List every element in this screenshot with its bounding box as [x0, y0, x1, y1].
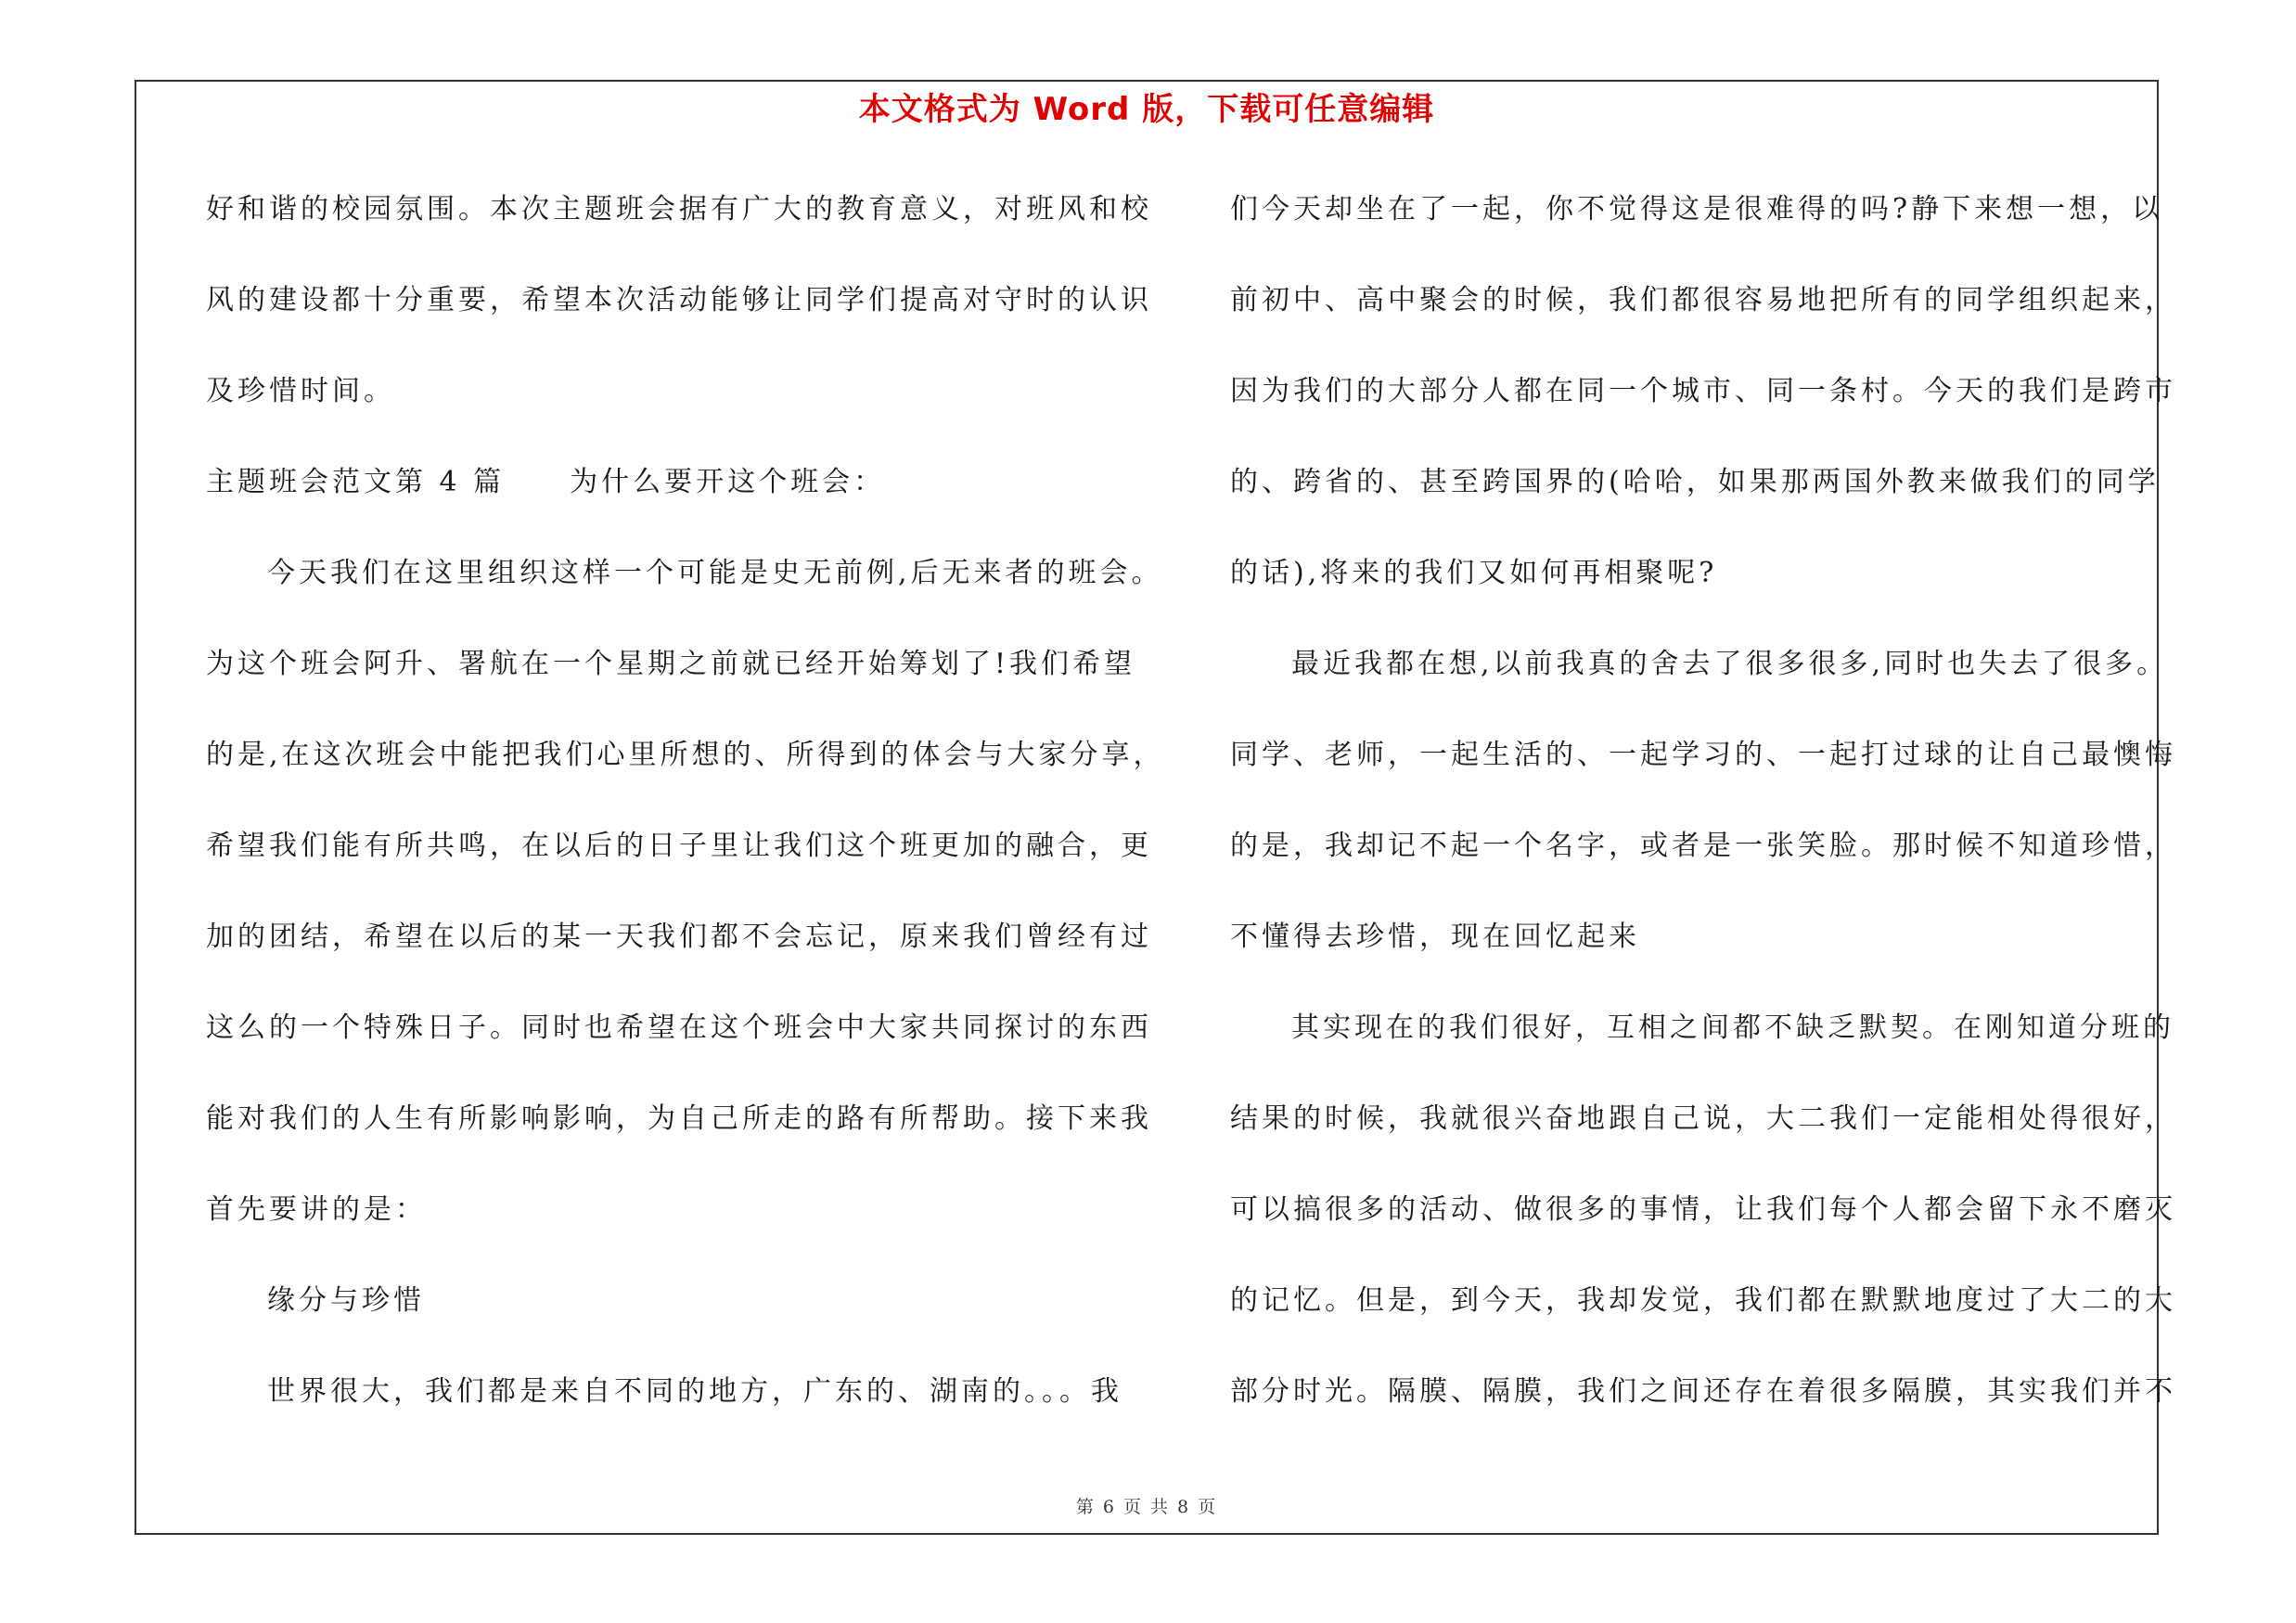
- paragraph-line: 同学、老师，一起生活的、一起学习的、一起打过球的让自己最懊悔: [1230, 739, 2176, 771]
- paragraph-line: 的是，我却记不起一个名字，或者是一张笑脸。那时候不知道珍惜，: [1230, 830, 2176, 862]
- section-title: 主题班会范文第 4 篇: [206, 466, 506, 498]
- paragraph-line: 世界很大，我们都是来自不同的地方，广东的、湖南的。。。我: [267, 1375, 1122, 1408]
- format-banner: 本文格式为 Word 版，下载可任意编辑: [858, 91, 1435, 128]
- paragraph-line: 风的建设都十分重要，希望本次活动能够让同学们提高对守时的认识: [206, 284, 1152, 316]
- section-subtitle: 为什么要开这个班会：: [570, 466, 886, 498]
- section-heading: [206, 455, 1143, 546]
- page-number: 第 6 页 共 8 页: [1075, 1497, 1218, 1517]
- paragraph-line: 为这个班会阿升、署航在一个星期之前就已经开始筹划了!我们希望: [206, 648, 1136, 680]
- right-column: [1230, 182, 2176, 1455]
- left-column: [206, 182, 1165, 1455]
- paragraph-line: 的记忆。但是，到今天，我却发觉，我们都在默默地度过了大二的大: [1230, 1284, 2176, 1317]
- paragraph-line: 最近我都在想,以前我真的舍去了很多很多,同时也失去了很多。: [1291, 648, 2169, 680]
- paragraph-line: 好和谐的校园氛围。本次主题班会据有广大的教育意义，对班风和校: [206, 193, 1152, 225]
- paragraph-line: 部分时光。隔膜、隔膜，我们之间还存在着很多隔膜，其实我们并不: [1230, 1375, 2176, 1408]
- paragraph-line: 能对我们的人生有所影响影响，为自己所走的路有所帮助。接下来我: [206, 1102, 1152, 1135]
- paragraph-line: 今天我们在这里组织这样一个可能是史无前例,后无来者的班会。: [267, 557, 1163, 589]
- subheading-line: 缘分与珍惜: [267, 1284, 425, 1317]
- paragraph-line: 们今天却坐在了一起，你不觉得这是很难得的吗?静下来想一想，以: [1230, 193, 2164, 225]
- paragraph-line: 不懂得去珍惜，现在回忆起来: [1230, 921, 1640, 953]
- paragraph-line: 可以搞很多的活动、做很多的事情，让我们每个人都会留下永不磨灭: [1230, 1193, 2176, 1226]
- paragraph-line: 这么的一个特殊日子。同时也希望在这个班会中大家共同探讨的东西: [206, 1011, 1152, 1044]
- paragraph-line: 首先要讲的是：: [206, 1193, 427, 1226]
- paragraph-line: 其实现在的我们很好，互相之间都不缺乏默契。在刚知道分班的: [1291, 1011, 2174, 1044]
- paragraph-line: 的、跨省的、甚至跨国界的(哈哈，如果那两国外教来做我们的同学: [1230, 466, 2160, 498]
- paragraph-line: 的话),将来的我们又如何再相聚呢?: [1230, 557, 1718, 589]
- paragraph-line: 希望我们能有所共鸣，在以后的日子里让我们这个班更加的融合，更: [206, 830, 1152, 862]
- paragraph-line: 及珍惜时间。: [206, 375, 395, 407]
- paragraph-line: 前初中、高中聚会的时候，我们都很容易地把所有的同学组织起来，: [1230, 284, 2176, 316]
- paragraph-line: 因为我们的大部分人都在同一个城市、同一条村。今天的我们是跨市: [1230, 375, 2176, 407]
- paragraph-line: 加的团结，希望在以后的某一天我们都不会忘记，原来我们曾经有过: [206, 921, 1152, 953]
- paragraph-line: 结果的时候，我就很兴奋地跟自己说，大二我们一定能相处得很好，: [1230, 1102, 2176, 1135]
- paragraph-line: 的是,在这次班会中能把我们心里所想的、所得到的体会与大家分享，: [206, 739, 1165, 771]
